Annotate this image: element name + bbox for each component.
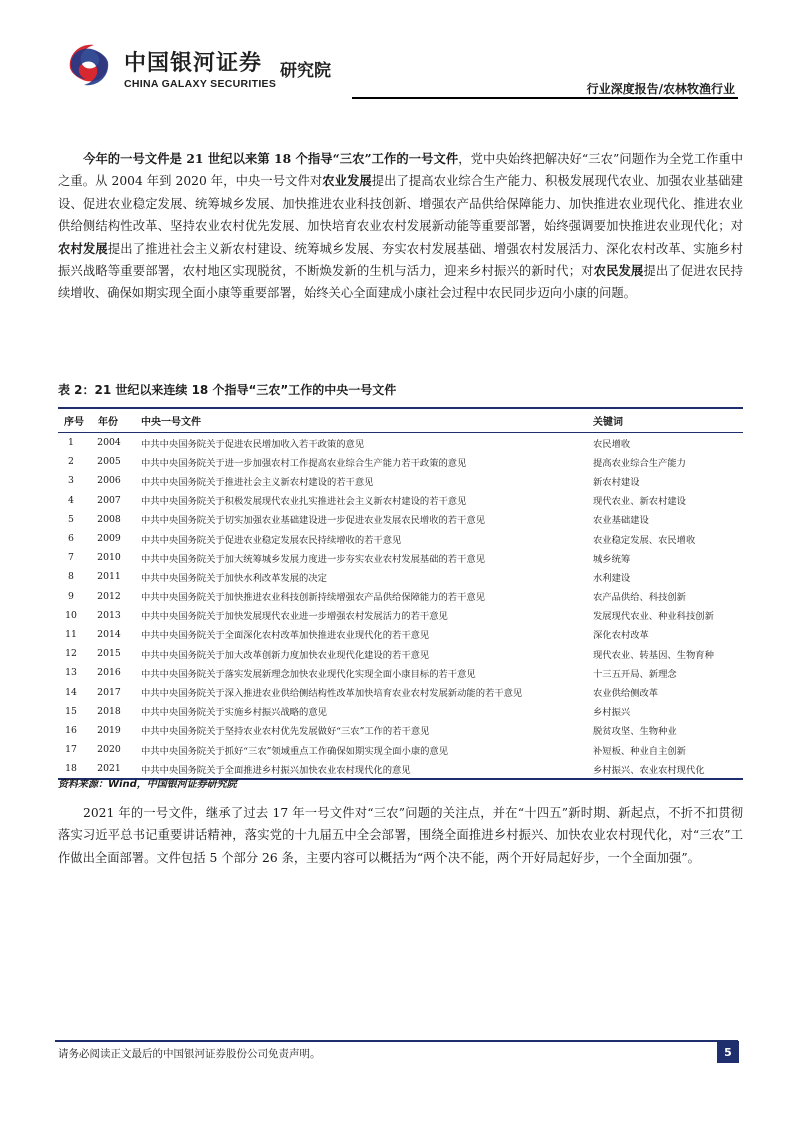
row-year: 2005 [97, 456, 121, 468]
row-keywords: 发展现代农业、种业科技创新 [593, 611, 714, 623]
row-number: 14 [65, 686, 77, 698]
intro-lead-text: 今年的一号文件是 21 世纪以来第 18 个指导“三农”工作的一号文件 [83, 151, 459, 166]
table-row [58, 510, 743, 529]
row-document: 中共中央国务院关于全面深化农村改革加快推进农业现代化的若干意见 [141, 630, 430, 642]
row-number: 12 [65, 648, 77, 660]
row-number: 2 [68, 456, 74, 468]
page-number: 5 [717, 1041, 739, 1063]
row-document: 中共中央国务院关于加大统筹城乡发展力度进一步夯实农业农村发展基础的若干意见 [141, 553, 485, 565]
row-year: 2019 [97, 724, 121, 736]
row-document: 中共中央国务院关于全面推进乡村振兴加快农业农村现代化的意见 [141, 764, 411, 776]
footer-disclaimer: 请务必阅读正文最后的中国银河证券股份公司免责声明。 [58, 1048, 321, 1060]
row-number: 18 [65, 763, 77, 775]
documents-table [58, 407, 743, 780]
row-document: 中共中央国务院关于积极发展现代农业扎实推进社会主义新农村建设的若干意见 [141, 496, 467, 508]
row-document: 中共中央国务院关于促进农业稳定发展农民持续增收的若干意见 [141, 534, 402, 546]
highlight-farmers: 农民发展 [593, 263, 644, 279]
row-number: 8 [68, 571, 74, 583]
summary-text: 2021 年的一号文件，继承了过去 17 年一号文件对“三农”问题的关注点，并在“十四五”新时期、新起点，不折不扣贯彻落实习近平总书记重要讲话精神，落实党的十九届五中全会部署，围绕全面推进乡村振兴、加快农业农村现代化，对“三农”工作做出全面部署。文件包括 5 个部分 26 条，主要内容可以概括为“两个决不能，两个开好局起好步，一个全面加强”。 [58, 806, 743, 865]
row-year: 2012 [97, 590, 121, 602]
row-year: 2021 [97, 763, 121, 775]
row-number: 16 [65, 724, 77, 736]
row-year: 2011 [97, 571, 121, 583]
table-row [58, 433, 743, 452]
row-keywords: 乡村振兴、农业农村现代化 [593, 764, 705, 776]
row-document: 中共中央国务院关于落实发展新理念加快农业现代化实现全面小康目标的若干意见 [141, 668, 476, 680]
row-document: 中共中央国务院关于深入推进农业供给侧结构性改革加快培育农业农村发展新动能的若干意见 [141, 688, 523, 700]
row-year: 2007 [97, 494, 121, 506]
header-no: 序号 [64, 417, 84, 428]
row-number: 3 [68, 475, 74, 487]
table-row [58, 529, 743, 548]
row-document: 中共中央国务院关于促进农民增加收入若干政策的意见 [141, 438, 365, 450]
table-row [58, 471, 743, 490]
summary-paragraph [58, 802, 743, 869]
table-row [58, 682, 743, 701]
row-number: 5 [68, 513, 74, 525]
row-number: 7 [68, 552, 74, 564]
table-row [58, 548, 743, 567]
intro-text-1: ，党中央始终把解决好“三农”问题作为全党工作重中之重。从 2004 年到 2020 年，中央一号文件对 [58, 152, 743, 189]
row-document: 中共中央国务院关于加大改革创新力度加快农业现代化建设的若干意见 [141, 649, 430, 661]
header-keywords: 关键词 [593, 417, 623, 428]
row-number: 11 [65, 628, 77, 640]
row-year: 2018 [97, 705, 121, 717]
row-keywords: 补短板、种业自主创新 [593, 745, 686, 757]
table-row [58, 587, 743, 606]
row-keywords: 现代农业、新农村建设 [593, 496, 686, 508]
row-number: 6 [68, 533, 74, 545]
row-document: 中共中央国务院关于抓好“三农”领域重点工作确保如期实现全面小康的意见 [141, 745, 449, 757]
row-year: 2013 [97, 609, 121, 621]
row-keywords: 农民增收 [593, 438, 631, 450]
table-row [58, 567, 743, 586]
row-keywords: 农业供给侧改革 [593, 688, 659, 700]
header-document: 中央一号文件 [141, 417, 201, 428]
table-row [58, 702, 743, 721]
table-row [58, 606, 743, 625]
row-document: 中共中央国务院关于加快推进农业科技创新持续增强农产品供给保障能力的若干意见 [141, 592, 485, 604]
row-keywords: 脱贫攻坚、生物种业 [593, 726, 677, 738]
row-document: 中共中央国务院关于切实加强农业基础建设进一步促进农业发展农民增收的若干意见 [141, 515, 485, 527]
row-document: 中共中央国务院关于实施乡村振兴战略的意见 [141, 707, 327, 719]
row-year: 2015 [97, 648, 121, 660]
row-document: 中共中央国务院关于进一步加强农村工作提高农业综合生产能力若干政策的意见 [141, 457, 467, 469]
report-type-label: 行业深度报告/农林牧渔行业 [586, 82, 735, 96]
row-year: 2009 [97, 533, 121, 545]
row-number: 10 [65, 609, 77, 621]
row-document: 中共中央国务院关于加快水利改革发展的决定 [141, 572, 327, 584]
row-document: 中共中央国务院关于推进社会主义新农村建设的若干意见 [141, 476, 374, 488]
row-number: 17 [65, 744, 77, 756]
header-divider [352, 97, 738, 99]
row-keywords: 城乡统筹 [593, 553, 631, 565]
table-row [58, 663, 743, 682]
row-keywords: 深化农村改革 [593, 630, 649, 642]
row-number: 15 [65, 705, 77, 717]
intro-text-3: 提出了推进社会主义新农村建设、统筹城乡发展、夯实农村发展基础、增强农村发展活力、深化农村改革、实施乡村振兴战略等重要部署，农村地区实现脱贫，不断焕发新的生机与活力，迎来乡村振兴的新时代；对 [58, 241, 743, 279]
footer-divider [55, 1040, 738, 1042]
row-year: 2010 [97, 552, 121, 564]
row-number: 4 [68, 494, 74, 506]
logo-chinese-name: 中国银河证券 [124, 51, 263, 76]
row-keywords: 乡村振兴 [593, 707, 631, 719]
table-source: 资料来源：Wind，中国银河证券研究院 [58, 779, 237, 790]
table-header [58, 409, 743, 433]
row-year: 2017 [97, 686, 121, 698]
table-body [58, 433, 743, 778]
row-number: 1 [68, 437, 74, 449]
table-row [58, 625, 743, 644]
intro-text-4: 提出了促进农民持续增收、确保如期实现全面小康等重要部署，始终关心全面建成小康社会过程中农民同步迈向小康的问题。 [58, 264, 743, 301]
intro-paragraph [58, 148, 743, 305]
row-year: 2006 [97, 475, 121, 487]
table-row [58, 721, 743, 740]
row-document: 中共中央国务院关于坚持农业农村优先发展做好“三农”工作的若干意见 [141, 726, 430, 738]
row-keywords: 现代农业、转基因、生物育种 [593, 649, 714, 661]
company-logo [58, 34, 358, 98]
highlight-rural: 农村发展 [58, 240, 108, 256]
header-year: 年份 [98, 417, 118, 428]
table-title: 表 2：21 世纪以来连续 18 个指导“三农”工作的中央一号文件 [58, 383, 397, 397]
highlight-agriculture: 农业发展 [322, 173, 372, 189]
row-keywords: 农业基础建设 [593, 515, 649, 527]
row-keywords: 十三五开局、新理念 [593, 668, 677, 680]
logo-english-name: CHINA GALAXY SECURITIES [124, 78, 277, 90]
row-keywords: 农产品供给、科技创新 [593, 592, 686, 604]
row-year: 2016 [97, 667, 121, 679]
row-year: 2004 [97, 437, 121, 449]
row-keywords: 农业稳定发展、农民增收 [593, 534, 696, 546]
row-number: 9 [68, 590, 74, 602]
row-year: 2020 [97, 744, 121, 756]
row-keywords: 新农村建设 [593, 476, 640, 488]
table-row [58, 740, 743, 759]
table-row [58, 491, 743, 510]
table-row [58, 644, 743, 663]
table-row [58, 452, 743, 471]
row-document: 中共中央国务院关于加快发展现代农业进一步增强农村发展活力的若干意见 [141, 611, 448, 623]
row-year: 2014 [97, 628, 121, 640]
logo-department: 研究院 [280, 61, 331, 81]
row-keywords: 水利建设 [593, 572, 631, 584]
row-year: 2008 [97, 513, 121, 525]
row-keywords: 提高农业综合生产能力 [593, 457, 686, 469]
intro-text-2: 提出了提高农业综合生产能力、积极发展现代农业、加强农业基础建设、促进农业稳定发展、统筹城乡发展、加快推进农业科技创新、增强农产品供给保障能力、加快推进农业现代化、推进农业供给侧结构性改革、坚持农业农村优先发展、加快培育农业农村发展新动能等重要部署，始终强调要加快推进农业现代化；对 [58, 174, 743, 234]
galaxy-logo-icon [58, 34, 120, 96]
row-number: 13 [65, 667, 77, 679]
